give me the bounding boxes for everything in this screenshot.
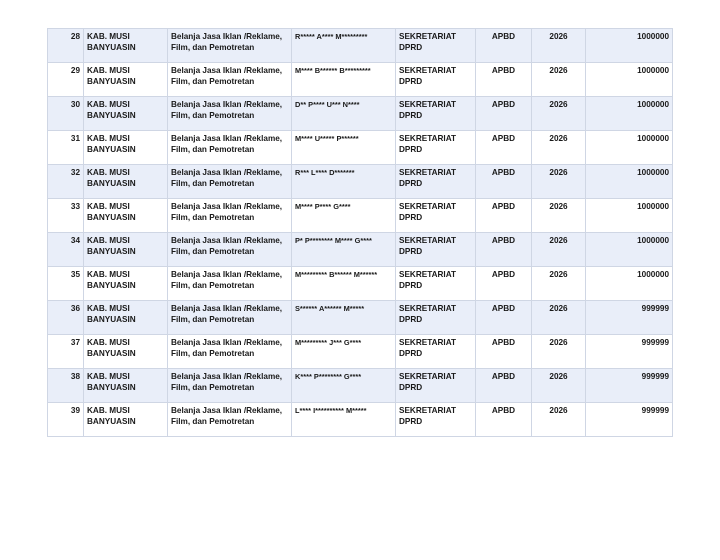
year-cell: 2026 xyxy=(532,131,586,165)
amount-cell: 999999 xyxy=(586,369,673,403)
row-number-cell: 33 xyxy=(48,199,84,233)
vendor-name-cell: P* P******** M**** G**** xyxy=(292,233,396,267)
table-row xyxy=(48,301,673,335)
work-unit-cell: SEKRETARIAT DPRD xyxy=(396,165,476,199)
region-cell: KAB. MUSI BANYUASIN xyxy=(84,29,168,63)
budget-table xyxy=(47,28,673,437)
fund-source-cell: APBD xyxy=(476,29,532,63)
row-number-cell: 36 xyxy=(48,301,84,335)
region-cell: KAB. MUSI BANYUASIN xyxy=(84,301,168,335)
fund-source-cell: APBD xyxy=(476,301,532,335)
amount-cell: 1000000 xyxy=(586,233,673,267)
vendor-name-cell: R*** L**** D******* xyxy=(292,165,396,199)
work-unit-cell: SEKRETARIAT DPRD xyxy=(396,403,476,437)
fund-source-cell: APBD xyxy=(476,199,532,233)
row-number-cell: 31 xyxy=(48,131,84,165)
region-cell: KAB. MUSI BANYUASIN xyxy=(84,335,168,369)
amount-cell: 1000000 xyxy=(586,63,673,97)
vendor-name-cell: M********* J*** G**** xyxy=(292,335,396,369)
expenditure-cell: Belanja Jasa Iklan /Reklame, Film, dan Pemotretan xyxy=(168,63,292,97)
year-cell: 2026 xyxy=(532,233,586,267)
expenditure-cell: Belanja Jasa Iklan /Reklame, Film, dan Pemotretan xyxy=(168,267,292,301)
work-unit-cell: SEKRETARIAT DPRD xyxy=(396,335,476,369)
row-number-cell: 30 xyxy=(48,97,84,131)
year-cell: 2026 xyxy=(532,97,586,131)
table-row xyxy=(48,63,673,97)
amount-cell: 999999 xyxy=(586,403,673,437)
amount-cell: 1000000 xyxy=(586,165,673,199)
fund-source-cell: APBD xyxy=(476,335,532,369)
expenditure-cell: Belanja Jasa Iklan /Reklame, Film, dan Pemotretan xyxy=(168,301,292,335)
table-body xyxy=(48,29,673,437)
table-row xyxy=(48,199,673,233)
vendor-name-cell: M**** B****** B********* xyxy=(292,63,396,97)
amount-cell: 1000000 xyxy=(586,199,673,233)
table-row xyxy=(48,369,673,403)
work-unit-cell: SEKRETARIAT DPRD xyxy=(396,29,476,63)
region-cell: KAB. MUSI BANYUASIN xyxy=(84,267,168,301)
region-cell: KAB. MUSI BANYUASIN xyxy=(84,131,168,165)
row-number-cell: 38 xyxy=(48,369,84,403)
fund-source-cell: APBD xyxy=(476,97,532,131)
expenditure-cell: Belanja Jasa Iklan /Reklame, Film, dan Pemotretan xyxy=(168,335,292,369)
vendor-name-cell: D** P**** U*** N**** xyxy=(292,97,396,131)
fund-source-cell: APBD xyxy=(476,131,532,165)
vendor-name-cell: L**** I********** M***** xyxy=(292,403,396,437)
amount-cell: 999999 xyxy=(586,335,673,369)
work-unit-cell: SEKRETARIAT DPRD xyxy=(396,267,476,301)
work-unit-cell: SEKRETARIAT DPRD xyxy=(396,233,476,267)
table-row xyxy=(48,267,673,301)
work-unit-cell: SEKRETARIAT DPRD xyxy=(396,97,476,131)
vendor-name-cell: M**** P**** G**** xyxy=(292,199,396,233)
work-unit-cell: SEKRETARIAT DPRD xyxy=(396,131,476,165)
region-cell: KAB. MUSI BANYUASIN xyxy=(84,63,168,97)
year-cell: 2026 xyxy=(532,403,586,437)
table-row xyxy=(48,97,673,131)
year-cell: 2026 xyxy=(532,335,586,369)
fund-source-cell: APBD xyxy=(476,267,532,301)
region-cell: KAB. MUSI BANYUASIN xyxy=(84,165,168,199)
table-row xyxy=(48,233,673,267)
row-number-cell: 37 xyxy=(48,335,84,369)
expenditure-cell: Belanja Jasa Iklan /Reklame, Film, dan Pemotretan xyxy=(168,97,292,131)
work-unit-cell: SEKRETARIAT DPRD xyxy=(396,301,476,335)
expenditure-cell: Belanja Jasa Iklan /Reklame, Film, dan Pemotretan xyxy=(168,403,292,437)
row-number-cell: 29 xyxy=(48,63,84,97)
fund-source-cell: APBD xyxy=(476,233,532,267)
table-row xyxy=(48,29,673,63)
fund-source-cell: APBD xyxy=(476,165,532,199)
vendor-name-cell: M********* B****** M****** xyxy=(292,267,396,301)
vendor-name-cell: R***** A**** M********* xyxy=(292,29,396,63)
amount-cell: 999999 xyxy=(586,301,673,335)
region-cell: KAB. MUSI BANYUASIN xyxy=(84,97,168,131)
fund-source-cell: APBD xyxy=(476,369,532,403)
vendor-name-cell: K**** P******** G**** xyxy=(292,369,396,403)
expenditure-cell: Belanja Jasa Iklan /Reklame, Film, dan Pemotretan xyxy=(168,369,292,403)
year-cell: 2026 xyxy=(532,165,586,199)
expenditure-cell: Belanja Jasa Iklan /Reklame, Film, dan Pemotretan xyxy=(168,131,292,165)
fund-source-cell: APBD xyxy=(476,403,532,437)
region-cell: KAB. MUSI BANYUASIN xyxy=(84,199,168,233)
amount-cell: 1000000 xyxy=(586,131,673,165)
work-unit-cell: SEKRETARIAT DPRD xyxy=(396,63,476,97)
fund-source-cell: APBD xyxy=(476,63,532,97)
vendor-name-cell: M**** U***** P****** xyxy=(292,131,396,165)
table-row xyxy=(48,403,673,437)
year-cell: 2026 xyxy=(532,301,586,335)
table-row xyxy=(48,165,673,199)
year-cell: 2026 xyxy=(532,369,586,403)
year-cell: 2026 xyxy=(532,199,586,233)
row-number-cell: 39 xyxy=(48,403,84,437)
expenditure-cell: Belanja Jasa Iklan /Reklame, Film, dan Pemotretan xyxy=(168,199,292,233)
amount-cell: 1000000 xyxy=(586,267,673,301)
year-cell: 2026 xyxy=(532,63,586,97)
work-unit-cell: SEKRETARIAT DPRD xyxy=(396,369,476,403)
row-number-cell: 32 xyxy=(48,165,84,199)
work-unit-cell: SEKRETARIAT DPRD xyxy=(396,199,476,233)
table-row xyxy=(48,335,673,369)
expenditure-cell: Belanja Jasa Iklan /Reklame, Film, dan Pemotretan xyxy=(168,29,292,63)
expenditure-cell: Belanja Jasa Iklan /Reklame, Film, dan Pemotretan xyxy=(168,233,292,267)
amount-cell: 1000000 xyxy=(586,29,673,63)
row-number-cell: 28 xyxy=(48,29,84,63)
region-cell: KAB. MUSI BANYUASIN xyxy=(84,233,168,267)
region-cell: KAB. MUSI BANYUASIN xyxy=(84,403,168,437)
amount-cell: 1000000 xyxy=(586,97,673,131)
year-cell: 2026 xyxy=(532,267,586,301)
year-cell: 2026 xyxy=(532,29,586,63)
row-number-cell: 34 xyxy=(48,233,84,267)
region-cell: KAB. MUSI BANYUASIN xyxy=(84,369,168,403)
table-row xyxy=(48,131,673,165)
row-number-cell: 35 xyxy=(48,267,84,301)
vendor-name-cell: S****** A****** M***** xyxy=(292,301,396,335)
expenditure-cell: Belanja Jasa Iklan /Reklame, Film, dan Pemotretan xyxy=(168,165,292,199)
